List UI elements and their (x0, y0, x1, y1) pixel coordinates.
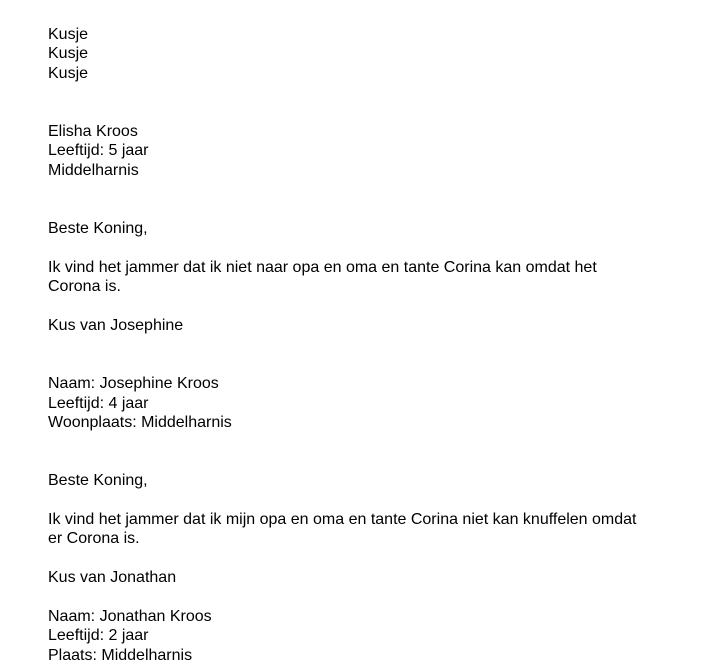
letter-closing: Kus van Josephine (48, 317, 184, 335)
letter-body-line: Corona is. (48, 278, 121, 296)
letter-body-line: Ik vind het jammer dat ik niet naar opa en oma en tante Corina kan omdat het (48, 258, 597, 276)
signature-age: Leeftijd: 4 jaar (48, 394, 149, 412)
letter-body-line: er Corona is. (48, 530, 140, 548)
letter-closing: Kus van Jonathan (48, 569, 177, 587)
signature-name: Elisha Kroos (48, 123, 138, 141)
document-body (48, 25, 688, 665)
signature-place: Middelharnis (48, 161, 139, 179)
letter-greeting: Beste Koning, (48, 220, 148, 238)
signature-age: Leeftijd: 5 jaar (48, 142, 149, 160)
letter-body-line: Ik vind het jammer dat ik mijn opa en oma en tante Corina niet kan knuffelen omdat (48, 511, 637, 529)
letter-jonathan (48, 471, 688, 665)
letter-greeting: Beste Koning, (48, 472, 148, 490)
spacer (48, 83, 688, 122)
spacer (48, 432, 688, 471)
kusjes-block (48, 25, 688, 83)
signature-name: Naam: Jonathan Kroos (48, 608, 212, 626)
spacer (48, 238, 688, 257)
kusje-line: Kusje (48, 26, 89, 43)
kusje-line: Kusje (48, 64, 89, 82)
signature-place: Plaats: Middelharnis (48, 646, 193, 664)
spacer (48, 297, 688, 316)
signature-name: Naam: Josephine Kroos (48, 375, 219, 393)
spacer (48, 491, 688, 510)
spacer (48, 588, 688, 607)
signature-elisha (48, 122, 688, 180)
kusje-line: Kusje (48, 45, 89, 63)
spacer (48, 335, 688, 374)
signature-age: Leeftijd: 2 jaar (48, 627, 149, 645)
spacer (48, 549, 688, 568)
signature-place: Woonplaats: Middelharnis (48, 414, 232, 432)
spacer (48, 180, 688, 219)
letter-josephine (48, 219, 688, 432)
